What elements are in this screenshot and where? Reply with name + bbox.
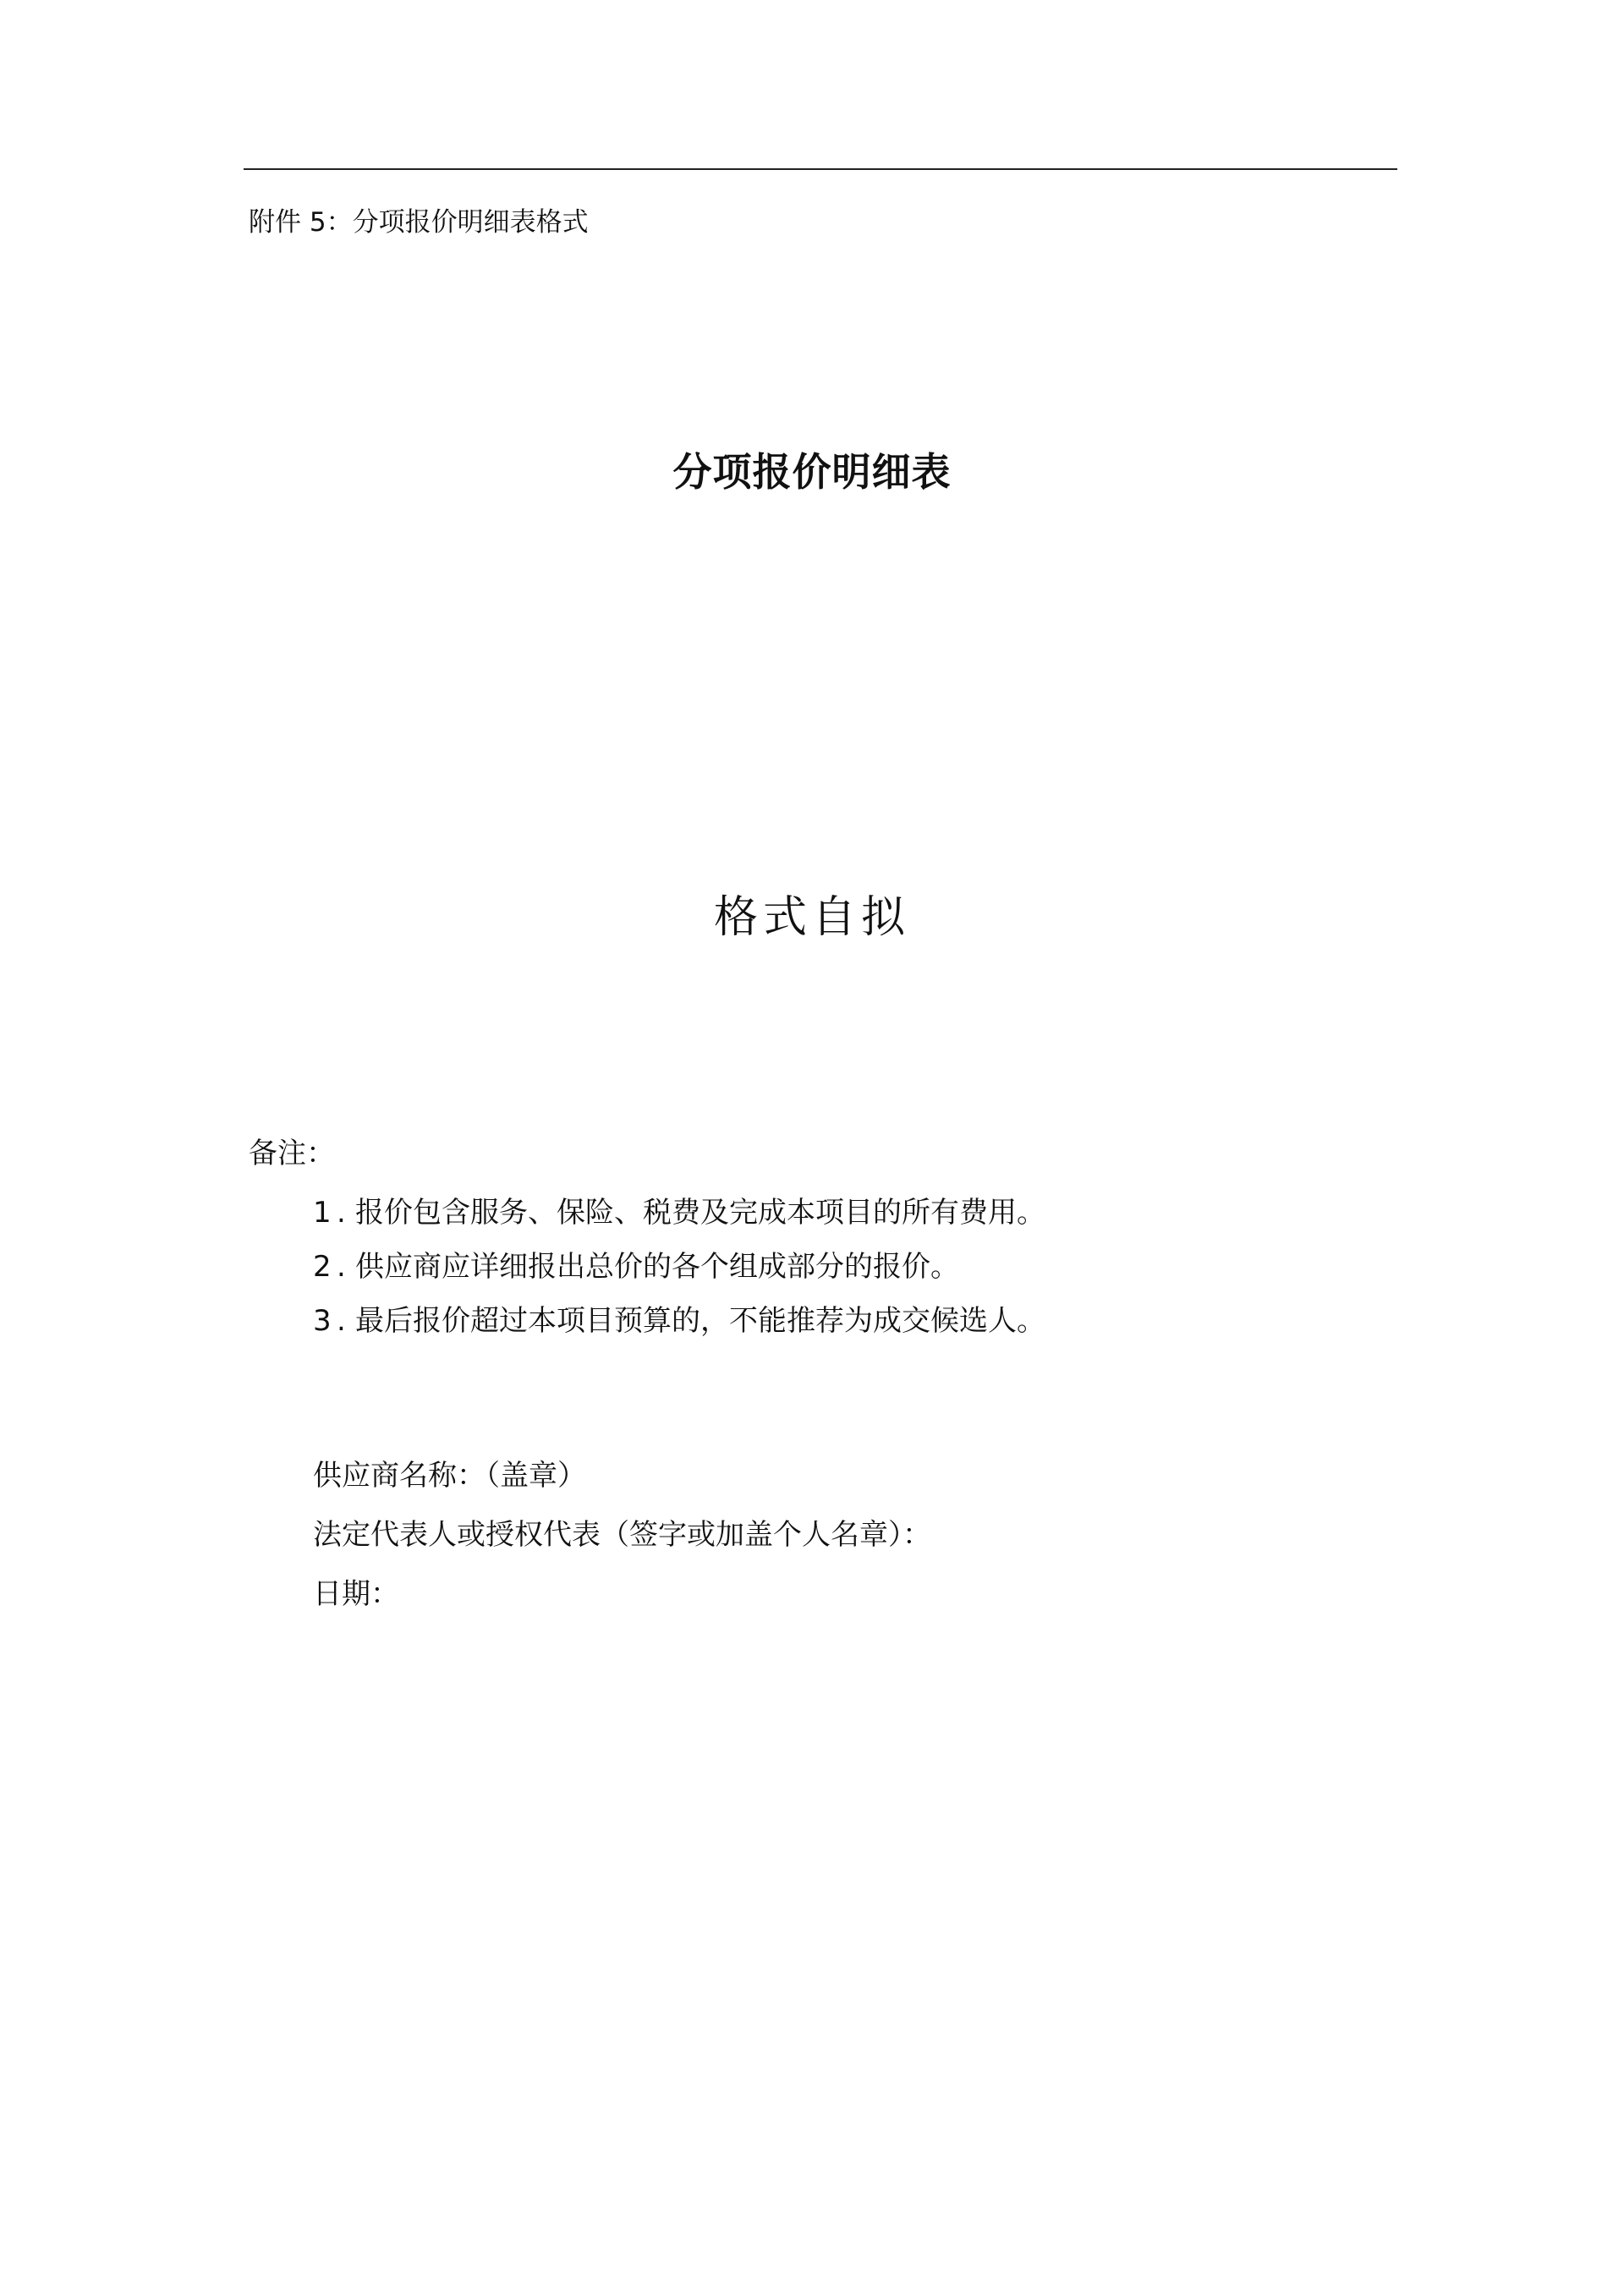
remark-text: 报价包含服务、保险、税费及完成本项目的所有费用。: [355, 1196, 1045, 1230]
remarks-list: [313, 1186, 1045, 1348]
remark-number: 1: [313, 1196, 332, 1230]
header-rule: [244, 168, 1397, 170]
attachment-label: 附件 5：分项报价明细表格式: [249, 207, 589, 238]
signature-block: [313, 1446, 931, 1624]
remark-item: [313, 1294, 1045, 1348]
remark-text: 最后报价超过本项目预算的，不能推荐为成交候选人。: [355, 1304, 1045, 1338]
remarks-heading: 备注：: [249, 1137, 335, 1170]
remark-text: 供应商应详细报出总价的各个组成部分的报价。: [355, 1250, 959, 1284]
document-title: 分项报价明细表: [672, 449, 952, 495]
remark-item: [313, 1240, 1045, 1294]
remark-separator: .: [337, 1250, 346, 1284]
legal-representative-line: 法定代表人或授权代表（签字或加盖个人名章）：: [313, 1518, 931, 1552]
remark-separator: .: [337, 1196, 346, 1230]
format-note: 格式自拟: [713, 892, 910, 943]
remark-item: [313, 1186, 1045, 1240]
supplier-name-line: 供应商名称：（盖章）: [313, 1459, 586, 1493]
remark-number: 2: [313, 1250, 332, 1284]
remark-number: 3: [313, 1304, 332, 1338]
date-line: 日期：: [313, 1577, 399, 1611]
remark-separator: .: [337, 1304, 346, 1338]
